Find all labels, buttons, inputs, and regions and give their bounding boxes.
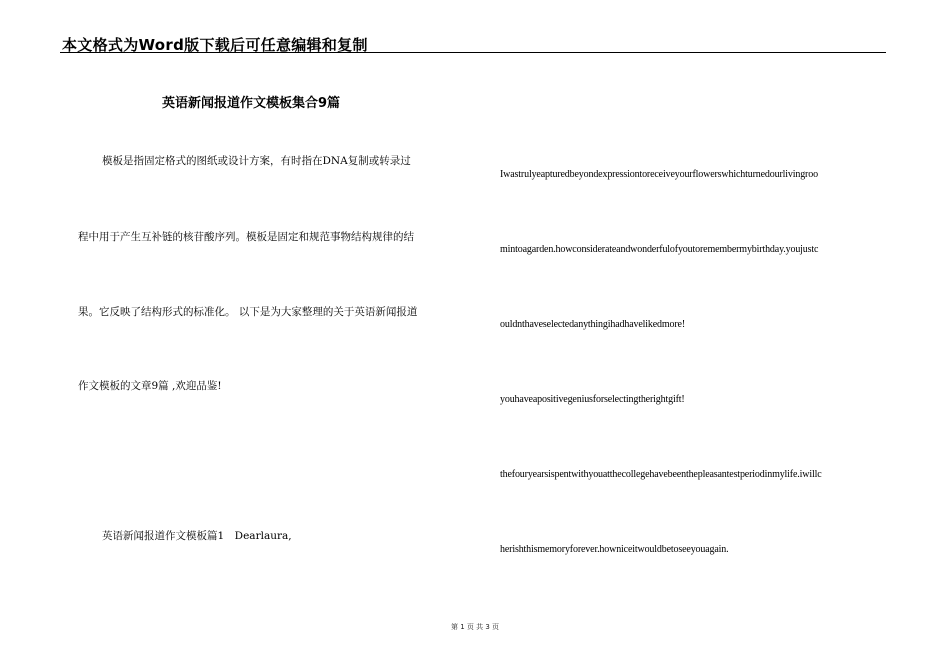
right-paragraph-line-5: thefouryearsispentwithyouatthecollegehavebeenthepleasantestperiodinmylife.iwillc	[500, 469, 822, 480]
left-paragraph-line-3: 果。它反映了结构形式的标准化。 以下是为大家整理的关于英语新闻报道	[78, 306, 418, 318]
left-paragraph-line-2: 程中用于产生互补链的核苷酸序列。模板是固定和规范事物结构规律的结	[78, 231, 414, 243]
page-number-footer: 第 1 页 共 3 页	[450, 623, 500, 631]
right-paragraph-line-6: herishthismemoryforever.howniceitwouldbetoseeyouagain.	[500, 544, 729, 555]
section-heading-article-1: 英语新闻报道作文模板篇1 Dearlaura,	[102, 530, 292, 542]
document-title: 英语新闻报道作文模板集合9篇	[162, 96, 341, 111]
right-paragraph-line-1: Iwastrulyeapturedbeyondexpressiontoreceiveyourflowerswhichturnedourlivingroo	[500, 169, 818, 180]
header-banner: 本文格式为Word版下载后可任意编辑和复制	[62, 36, 368, 54]
right-paragraph-line-2: mintoagarden.howconsiderateandwonderfulofyoutoremembermybirthday.youjustc	[500, 244, 819, 255]
right-paragraph-line-3: ouldnthaveselectedanythingihadhavelikedmore!	[500, 319, 685, 330]
header-divider	[60, 52, 886, 53]
left-paragraph-line-1: 模板是指固定格式的图纸或设计方案，有时指在DNA复制或转录过	[102, 155, 411, 167]
right-paragraph-line-4: youhaveapositivegeniusforselectingtherightgift!	[500, 394, 685, 405]
left-paragraph-line-4: 作文模板的文章9篇 ,欢迎品鉴!	[78, 380, 222, 392]
